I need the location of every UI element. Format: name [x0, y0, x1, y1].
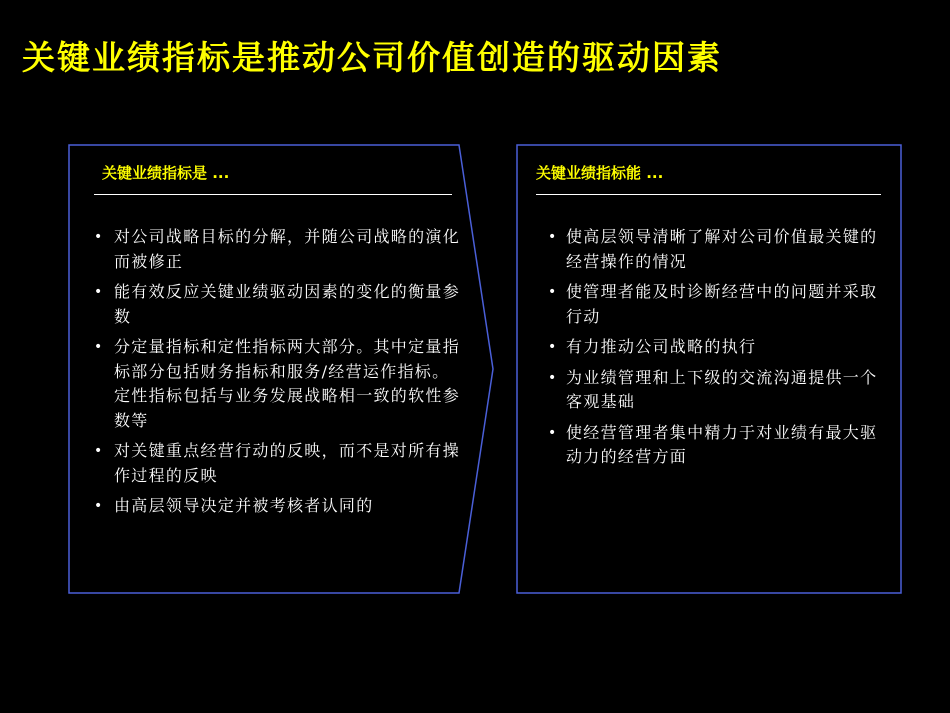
- left-panel: [94, 162, 464, 562]
- page-title: 关键业绩指标是推动公司价值创造的驱动因素: [22, 38, 722, 77]
- list-item: [536, 366, 886, 415]
- bullet-icon: •: [94, 498, 104, 514]
- list-item-text: 能有效反应关键业绩驱动因素的变化的衡量参数: [114, 282, 461, 326]
- left-panel-heading: 关键业绩指标是 ...: [102, 164, 230, 182]
- bullet-icon: •: [548, 229, 558, 245]
- list-item: [536, 421, 886, 470]
- list-item-text: 使管理者能及时诊断经营中的问题并采取行动: [566, 282, 878, 326]
- right-panel-divider: [536, 194, 881, 195]
- list-item: [94, 225, 464, 274]
- left-panel-list: [94, 225, 464, 519]
- right-panel-heading: 关键业绩指标能 ...: [536, 164, 664, 182]
- list-item-text: 使高层领导清晰了解对公司价值最关键的经营操作的情况: [566, 227, 878, 271]
- bullet-icon: •: [94, 339, 104, 355]
- list-item: [94, 280, 464, 329]
- bullet-icon: •: [548, 369, 558, 386]
- list-item: [94, 439, 464, 488]
- bullet-icon: •: [94, 443, 104, 459]
- bullet-icon: •: [548, 424, 558, 441]
- list-item: [536, 280, 886, 329]
- list-item-text: 为业绩管理和上下级的交流沟通提供一个客观基础: [566, 367, 878, 411]
- list-item: [94, 335, 464, 433]
- bullet-icon: •: [548, 284, 558, 300]
- list-item-text: 由高层领导决定并被考核者认同的: [114, 496, 374, 515]
- left-panel-divider: [94, 194, 452, 195]
- list-item: [94, 494, 464, 519]
- list-item-text: 分定量指标和定性指标两大部分。其中定量指标部分包括财务指标和服务/经营运作指标。定性指标包括与业务发展战略相一致的软性参数等: [114, 337, 461, 430]
- list-item: [536, 225, 886, 274]
- bullet-icon: •: [94, 229, 104, 245]
- list-item-text: 使经营管理者集中精力于对业绩有最大驱动力的经营方面: [566, 422, 878, 466]
- list-item-text: 对公司战略目标的分解，并随公司战略的演化而被修正: [114, 227, 461, 271]
- bullet-icon: •: [548, 339, 558, 355]
- right-panel: [536, 162, 886, 562]
- list-item-text: 对关键重点经营行动的反映，而不是对所有操作过程的反映: [114, 441, 461, 485]
- bullet-icon: •: [94, 284, 104, 300]
- right-panel-list: [536, 225, 886, 470]
- list-item-text: 有力推动公司战略的执行: [566, 337, 757, 356]
- list-item: [536, 335, 886, 360]
